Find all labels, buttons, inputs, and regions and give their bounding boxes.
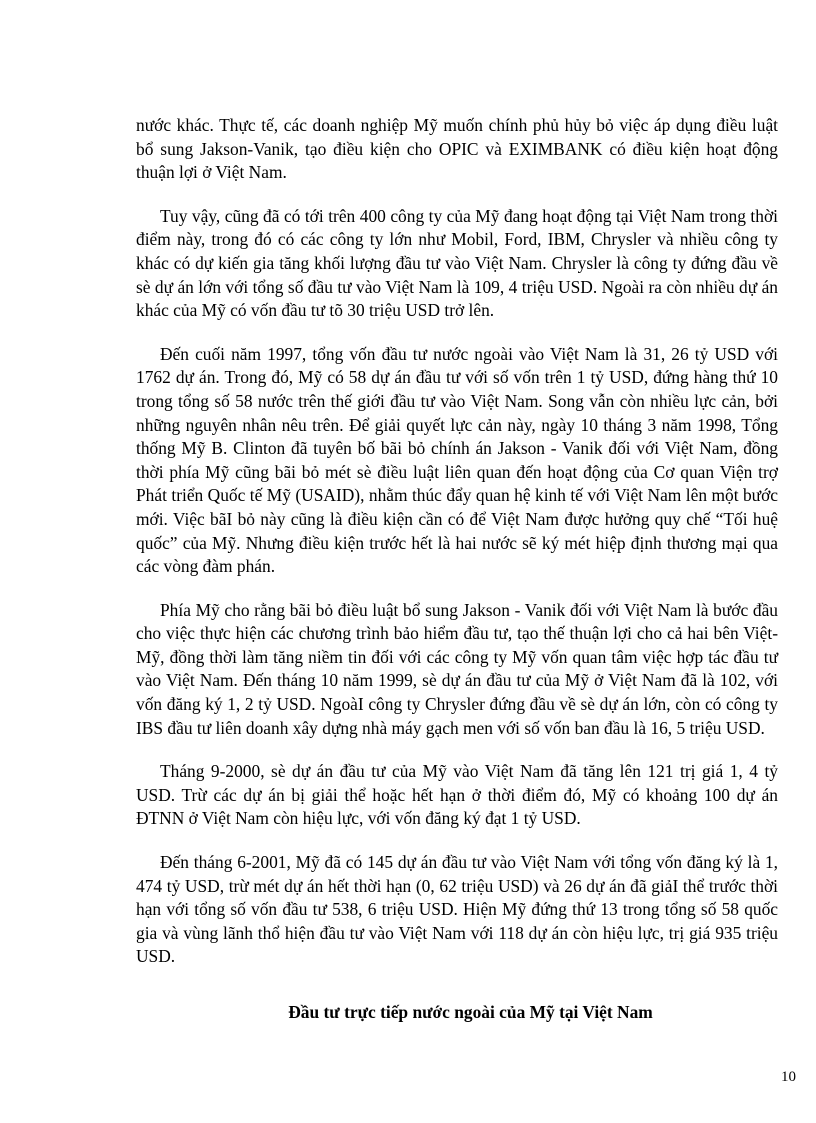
paragraph-2001-investment: Đến tháng 6-2001, Mỹ đã có 145 dự án đầu tư vào Việt Nam với tổng vốn đăng ký là 1, 474 tỷ USD, trừ mét dự án hết thời hạn (0, 62 triệu USD) và 26 dự án đã giảI thể trước thời hạn với tổng số vốn đầu tư 538, 6 triệu USD. Hiện Mỹ đứng thứ 13 trong tổng số 58 quốc gia và vùng lãnh thổ hiện đầu tư vào Việt Nam với 118 dự án còn hiệu lực, trị giá 935 triệu USD. xyxy=(136,852,778,967)
section-heading: Đầu tư trực tiếp nước ngoài của Mỹ tại Việt Nam xyxy=(288,1002,653,1022)
paragraph-continuation: nước khác. Thực tế, các doanh nghiệp Mỹ muốn chính phủ hủy bỏ việc áp dụng điều luật bổ sung Jakson-Vanik, tạo điều kiện cho OPIC và EXIMBANK có điều kiện hoạt động thuận lợi ở Việt Nam. xyxy=(136,115,778,183)
paragraph-1997-investment: Đến cuối năm 1997, tổng vốn đầu tư nước ngoài vào Việt Nam là 31, 26 tỷ USD với 1762 dự án. Trong đó, Mỹ có 58 dự án đầu tư với số vốn trên 1 tỷ USD, đứng hàng thứ 10 trong tổng số 58 nước trên thế giới đầu tư vào Việt Nam. Song vẫn còn nhiều lực cản, bởi những nguyên nhân nêu trên. Để giải quyết lực cản này, ngày 10 tháng 3 năm 1998, Tổng thống Mỹ B. Clinton đã tuyên bố bãi bỏ chính án Jakson - Vanik đối với Việt Nam, đồng thời phía Mỹ cũng bãi bỏ mét sè điều luật liên quan đến hoạt động của Cơ quan Viện trợ Phát triển Quốc tế Mỹ (USAID), nhằm thúc đẩy quan hệ kinh tế với Việt Nam lên một bước mới. Việc bãI bỏ này cũng là điều kiện cần có để Việt Nam được hưởng quy chế “Tối huệ quốc” của Mỹ. Nhưng điều kiện trước hết là hai nước sẽ ký mét hiệp định thương mại qua các vòng đàm phán. xyxy=(136,343,778,577)
paragraph-2000-investment: Tháng 9-2000, sè dự án đầu tư của Mỹ vào Việt Nam đã tăng lên 121 trị giá 1, 4 tỷ USD. Trừ các dự án bị giải thể hoặc hết hạn ở thời điểm đó, Mỹ có khoảng 100 dự án ĐTNN ở Việt Nam còn hiệu lực, với vốn đăng ký đạt 1 tỷ USD. xyxy=(136,761,778,829)
paragraph-us-companies: Tuy vậy, cũng đã có tới trên 400 công ty của Mỹ đang hoạt động tại Việt Nam trong thời điểm này, trong đó có các công ty lớn như Mobil, Ford, IBM, Chrysler và nhiều công ty khác có dự kiến gia tăng khối lượng đầu tư vào Việt Nam. Chrysler là công ty đứng đầu về sè dự án lớn với tổng số đầu tư vào Việt Nam là 109, 4 triệu USD. Ngoài ra còn nhiều dự án khác của Mỹ có vốn đầu tư tõ 30 triệu USD trở lên. xyxy=(136,205,778,321)
paragraph-jakson-vanik: Phía Mỹ cho rằng bãi bỏ điều luật bổ sung Jakson - Vanik đối với Việt Nam là bước đầu cho việc thực hiện các chương trình bảo hiểm đầu tư, tạo thế thuận lợi cho cả hai bên Việt-Mỹ, đồng thời làm tăng niềm tin đối với các công ty Mỹ vốn quan tâm việc hợp tác đầu tư vào Việt Nam. Đến tháng 10 năm 1999, sè dự án đầu tư của Mỹ ở Việt Nam đã là 102, với vốn đăng ký 1, 2 tỷ USD. NgoàI công ty Chrysler đứng đầu về sè dự án lớn, còn có công ty IBS đầu tư liên doanh xây dựng nhà máy gạch men với số vốn ban đầu là 16, 5 triệu USD. xyxy=(136,599,778,738)
page-number: 10 xyxy=(781,1069,796,1085)
body-text xyxy=(136,114,778,989)
